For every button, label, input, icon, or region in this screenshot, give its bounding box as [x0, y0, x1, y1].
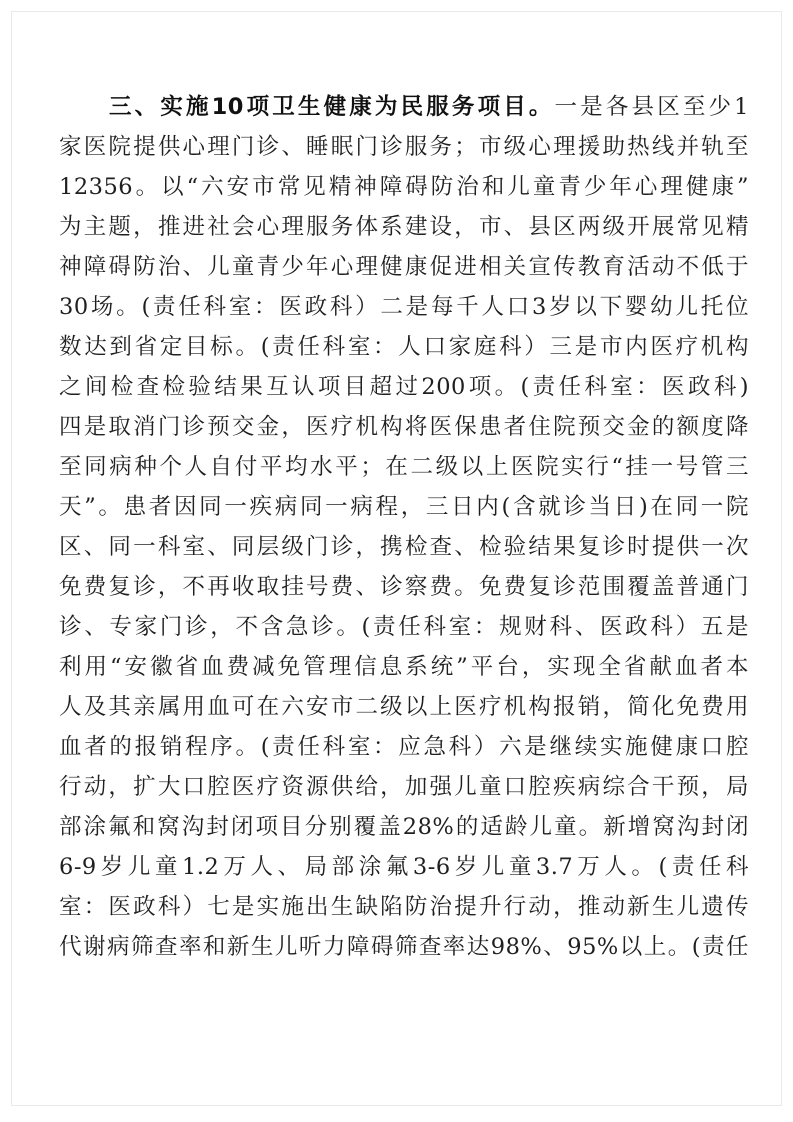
text-line: 之间检查检验结果互认项目超过200项。(责任科室：医政科) — [59, 374, 749, 400]
text-line: 神障碍防治、儿童青少年心理健康促进相关宣传教育活动不低于 — [59, 254, 749, 280]
text-line: 数达到省定目标。(责任科室：人口家庭科）三是市内医疗机构 — [59, 334, 749, 360]
text-line: 四是取消门诊预交金，医疗机构将医保患者住院预交金的额度降 — [59, 414, 749, 440]
text-line: 至同病种个人自付平均水平；在二级以上医院实行“挂一号管三 — [59, 454, 749, 480]
text-line: 家医院提供心理门诊、睡眠门诊服务；市级心理援助热线并轨至 — [59, 134, 749, 160]
text-line: 6-9岁儿童1.2万人、局部涂氟3-6岁儿童3.7万人。(责任科 — [59, 854, 749, 880]
text-line: 免费复诊，不再收取挂号费、诊察费。免费复诊范围覆盖普通门 — [59, 574, 749, 600]
text-line: 血者的报销程序。(责任科室：应急科）六是继续实施健康口腔 — [59, 734, 749, 760]
text-line: 行动，扩大口腔医疗资源供给，加强儿童口腔疾病综合干预，局 — [59, 774, 749, 800]
text-line: 30场。(责任科室：医政科）二是每千人口3岁以下婴幼儿托位 — [59, 294, 749, 320]
text-line: 利用“安徽省血费减免管理信息系统”平台，实现全省献血者本 — [59, 654, 749, 680]
text-line: 人及其亲属用血可在六安市二级以上医疗机构报销，简化免费用 — [59, 694, 749, 720]
text-line — [59, 87, 749, 127]
body-text — [59, 87, 749, 967]
text-line: 天”。患者因同一疾病同一病程，三日内(含就诊当日)在同一院 — [59, 494, 749, 520]
text-line: 代谢病筛查率和新生儿听力障碍筛查率达98%、95%以上。(责任 — [59, 934, 749, 960]
first-line-text: 一是各县区至少1 — [554, 94, 749, 120]
text-line: 区、同一科室、同层级门诊，携检查、检验结果复诊时提供一次 — [59, 534, 749, 560]
text-line: 部涂氟和窝沟封闭项目分别覆盖28%的适龄儿童。新增窝沟封闭 — [59, 814, 749, 840]
text-line: 诊、专家门诊，不含急诊。(责任科室：规财科、医政科）五是 — [59, 614, 749, 640]
text-line: 12356。以“六安市常见精神障碍防治和儿童青少年心理健康” — [59, 174, 749, 200]
text-line: 为主题，推进社会心理服务体系建设，市、县区两级开展常见精 — [59, 214, 749, 240]
text-line: 室：医政科）七是实施出生缺陷防治提升行动，推动新生儿遗传 — [59, 894, 749, 920]
document-page — [12, 12, 781, 1105]
section-heading: 三、实施10项卫生健康为民服务项目。 — [109, 94, 555, 120]
